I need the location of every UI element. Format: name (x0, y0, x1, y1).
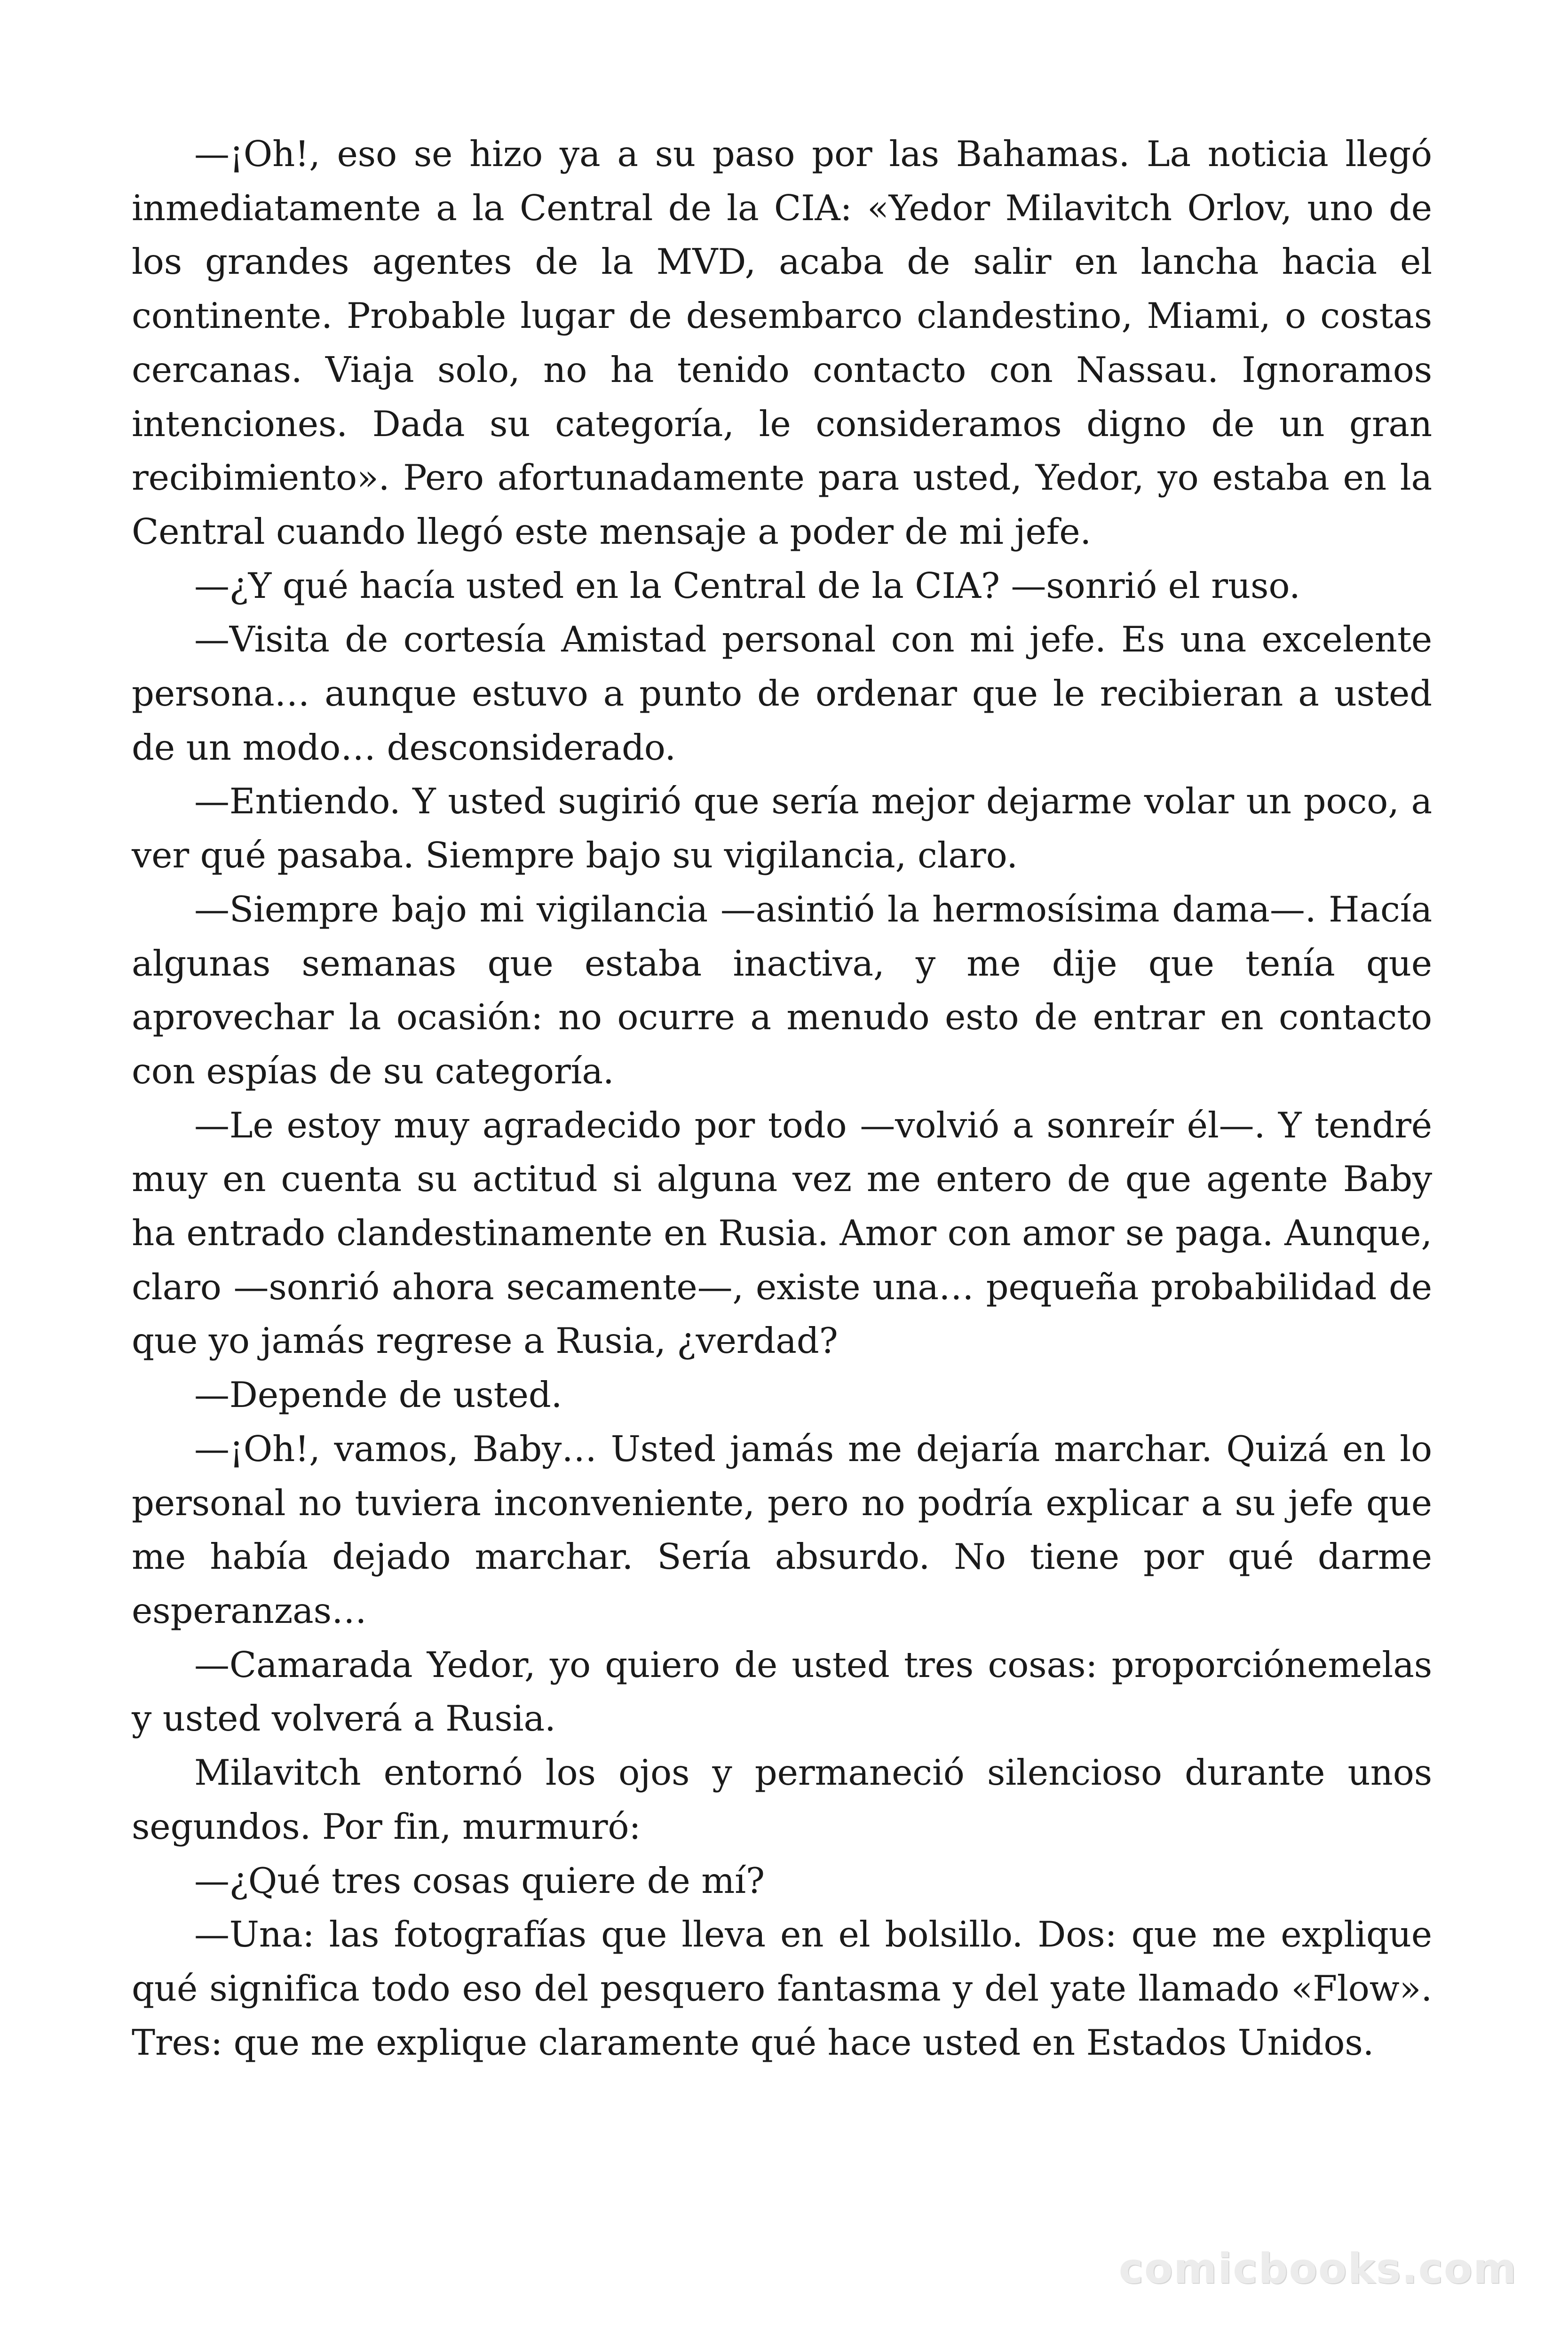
paragraph: —¡Oh!, eso se hizo ya a su paso por las Bahamas. La noticia llegó inmediatamente a la Central de la CIA: «Yedor Milavitch Orlov, uno de los grandes agentes de la MVD, acaba de salir en lancha hacia el continente. Probable lugar de desembarco clandestino, Miami, o costas cercanas. Viaja solo, no ha tenido contacto con Nassau. Ignoramos intenciones. Dada su categoría, le consideramos digno de un gran recibimiento». Pero afortunadamente para usted, Yedor, yo estaba en la Central cuando llegó este mensaje a poder de mi jefe. (132, 133, 1432, 552)
paragraph: —Camarada Yedor, yo quiero de usted tres cosas: proporciónemelas y usted volverá a Rusia. (132, 1644, 1432, 1740)
paragraph: —Visita de cortesía Amistad personal con mi jefe. Es una excelente persona… aunque estuvo a punto de ordenar que le recibieran a usted de un modo… desconsiderado. (132, 619, 1432, 768)
paragraph: —Le estoy muy agradecido por todo —volvió a sonreír él—. Y tendré muy en cuenta su actitud si alguna vez me entero de que agente Baby ha entrado clandestinamente en Rusia. Amor con amor se paga. Aunque, claro —sonrió ahora secamente—, existe una… pequeña probabilidad de que yo jamás regrese a Rusia, ¿verdad? (132, 1104, 1432, 1362)
page-body (132, 127, 1432, 2069)
paragraph: —¡Oh!, vamos, Baby… Usted jamás me dejaría marchar. Quizá en lo personal no tuviera inconveniente, pero no podría explicar a su jefe que me había dejado marchar. Sería absurdo. No tiene por qué darme esperanzas… (132, 1428, 1432, 1631)
paragraph: Milavitch entornó los ojos y permaneció silencioso durante unos segundos. Por fin, murmuró: (132, 1752, 1432, 1847)
paragraph: —Una: las fotografías que lleva en el bolsillo. Dos: que me explique qué significa todo eso del pesquero fantasma y del yate llamado «Flow». Tres: que me explique claramente qué hace usted en Estados Unidos. (132, 1914, 1432, 2063)
paragraph: —¿Y qué hacía usted en la Central de la CIA? —sonrió el ruso. (194, 564, 1300, 606)
paragraph: —Depende de usted. (194, 1374, 562, 1416)
paragraph: —Entiendo. Y usted sugirió que sería mejor dejarme volar un poco, a ver qué pasaba. Siempre bajo su vigilancia, claro. (132, 780, 1432, 876)
watermark: comicbooks.com (1118, 2244, 1517, 2293)
paragraph: —Siempre bajo mi vigilancia —asintió la hermosísima dama—. Hacía algunas semanas que estaba inactiva, y me dije que tenía que aprovechar la ocasión: no ocurre a menudo esto de entrar en contacto con espías de su categoría. (132, 888, 1432, 1092)
paragraph: —¿Qué tres cosas quiere de mí? (194, 1859, 765, 1901)
